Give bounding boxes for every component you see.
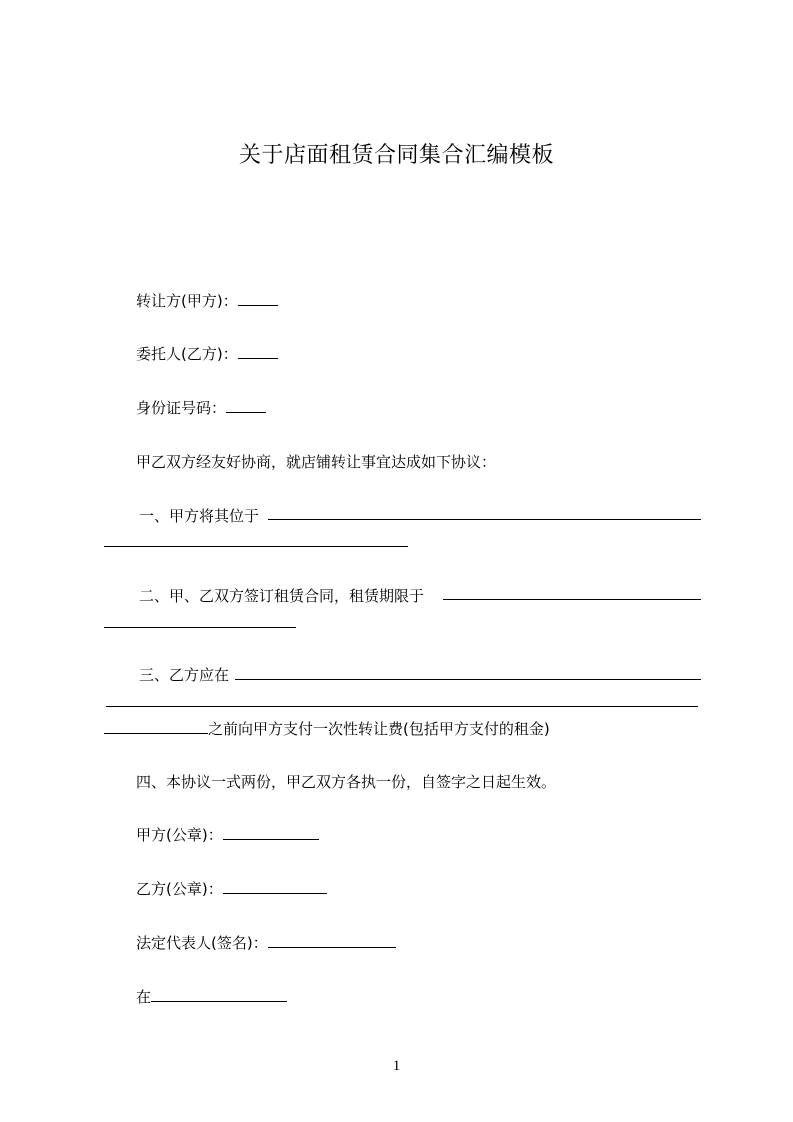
principal-label: 委托人(乙方)： [136, 345, 238, 363]
clause-2-blank-b[interactable] [104, 627, 296, 628]
transferor-blank[interactable] [238, 291, 278, 306]
party-b-seal-line [136, 878, 327, 900]
clause-3-tail-line [104, 718, 550, 740]
transferor-line [136, 290, 278, 312]
legal-rep-blank[interactable] [268, 933, 396, 948]
id-number-blank[interactable] [226, 398, 266, 413]
principal-blank[interactable] [238, 344, 278, 359]
party-b-seal-label: 乙方(公章)： [136, 880, 223, 898]
at-line [136, 986, 287, 1008]
intro-paragraph: 甲乙双方经友好协商，就店铺转让事宜达成如下协议： [136, 453, 497, 471]
party-a-seal-label: 甲方(公章)： [136, 826, 223, 844]
document-title: 关于店面租赁合同集合汇编模板 [238, 143, 554, 168]
clause-1-blank-b[interactable] [104, 546, 408, 547]
id-number-line [136, 397, 266, 419]
legal-rep-label: 法定代表人(签名)： [136, 934, 268, 952]
party-b-seal-blank[interactable] [223, 879, 327, 894]
legal-rep-line [136, 932, 396, 954]
clause-1-label: 一、甲方将其位于 [139, 507, 260, 525]
clause-3-blank-a[interactable] [235, 679, 701, 680]
at-blank[interactable] [151, 987, 287, 1002]
clause-3-blank-c[interactable] [104, 719, 208, 734]
id-number-label: 身份证号码： [136, 399, 227, 417]
clause-2-label: 二、甲、乙双方签订租赁合同，租赁期限于 [139, 587, 425, 605]
transferor-label: 转让方(甲方)： [136, 292, 238, 310]
clause-3-tail: 之前向甲方支付一次性转让费(包括甲方支付的租金) [208, 720, 550, 738]
page-number: 1 [392, 1058, 401, 1074]
clause-3-label: 三、乙方应在 [139, 666, 230, 684]
party-a-seal-blank[interactable] [223, 825, 319, 840]
at-label: 在 [136, 988, 152, 1006]
clause-1-blank-a[interactable] [268, 519, 701, 520]
clause-2-blank-a[interactable] [443, 599, 701, 600]
party-a-seal-line [136, 824, 319, 846]
clause-3-blank-b[interactable] [106, 706, 698, 707]
principal-line [136, 343, 278, 365]
clause-4: 四、本协议一式两份，甲乙双方各执一份，自签字之日起生效。 [136, 773, 557, 791]
